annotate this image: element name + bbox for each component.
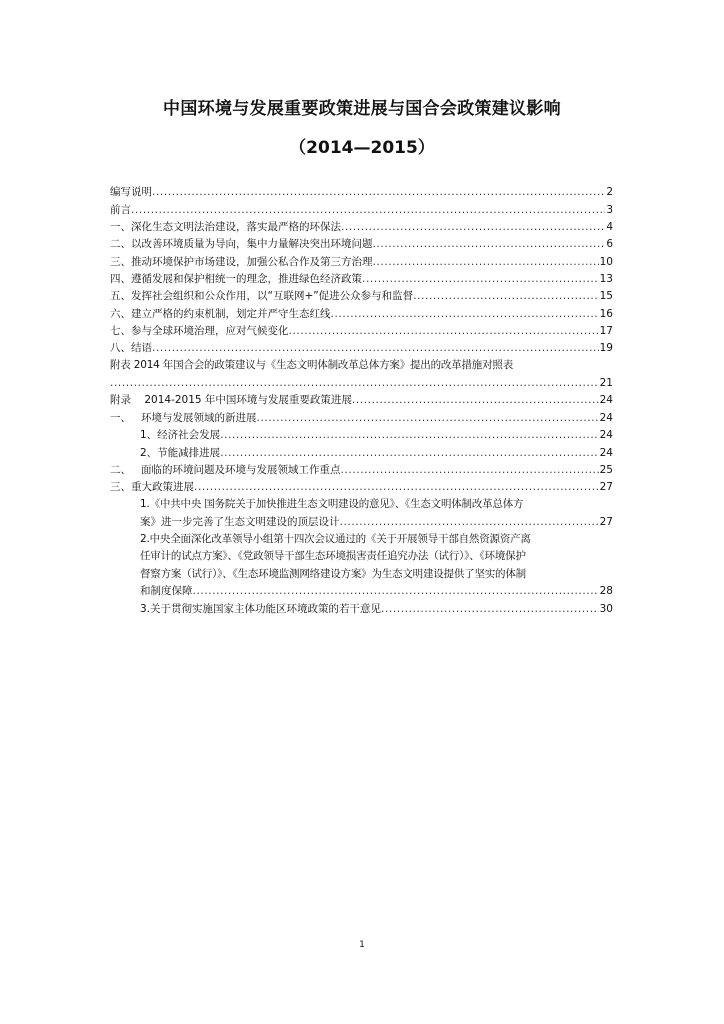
toc-leader-dots (257, 410, 599, 427)
toc-entry-page: 27 (599, 481, 613, 494)
toc-entry-preface[interactable] (110, 201, 613, 218)
toc-entry-page: 25 (599, 463, 613, 476)
toc-leader-dots (152, 184, 605, 201)
toc-entry-page: 24 (599, 411, 613, 424)
toc-entry-appendix-1-1[interactable] (110, 427, 613, 444)
toc-leader-dots (362, 271, 599, 288)
toc-entry-page: 28 (599, 585, 613, 598)
toc-entry-page: 10 (599, 255, 613, 268)
toc-entry-page: 30 (599, 602, 613, 615)
toc-entry-page: 27 (599, 515, 613, 528)
toc-entry-label: 三、重大政策进展 (110, 481, 194, 494)
toc-leader-dots (381, 601, 599, 618)
toc-entry-section-3[interactable] (110, 253, 613, 270)
toc-entry-appendix-section-1[interactable] (110, 409, 613, 426)
toc-entry-section-8[interactable] (110, 340, 613, 357)
toc-entry-section-1[interactable] (110, 219, 613, 236)
toc-entry-section-4[interactable] (110, 271, 613, 288)
toc-entry-label-cont: 任审计的试点方案》、《党政领导干部生态环境损害责任追究办法（试行）》、《环境保护 (140, 550, 526, 563)
toc-leader-dots (152, 340, 599, 357)
toc-leader-dots (289, 323, 599, 340)
toc-leader-dots (131, 202, 605, 219)
toc-entry-label-cont: 督察方案（试行）》、《生态环境监测网络建设方案》为生态文明建设提供了坚实的体制 (140, 567, 526, 580)
toc-entry-label: 编写说明 (110, 186, 152, 199)
toc-leader-dots (341, 219, 605, 236)
toc-entry-section-6[interactable] (110, 305, 613, 322)
toc-leader-dots (352, 392, 599, 409)
toc-entry-label: 1.《中共中央 国务院关于加快推进生态文明建设的意见》、《生态文明体制改革总体方 (140, 498, 524, 511)
toc-entry-label: 七、参与全球环境治理，应对气候变化 (110, 325, 289, 338)
document-title: 中国环境与发展重要政策进展与国合会政策建议影响 (163, 99, 561, 119)
toc-leader-dots (194, 479, 599, 496)
toc-entry-section-2[interactable] (110, 236, 613, 253)
toc-leader-dots (340, 514, 599, 531)
toc-leader-dots (341, 462, 599, 479)
toc-entry-page: 6 (606, 238, 613, 251)
toc-entry-label: 2.中央全面深化改革领导小组第十四次会议通过的《关于开展领导干部自然资源资产离 (140, 532, 531, 545)
toc-entry-page: 2 (606, 186, 613, 199)
toc-entry-page: 19 (599, 342, 613, 355)
toc-leader-dots (193, 583, 599, 600)
toc-leader-dots (220, 427, 598, 444)
toc-entry-label-cont: 和制度保障 (140, 585, 193, 598)
toc-entry-section-5[interactable] (110, 288, 613, 305)
toc-entry-page: 15 (599, 290, 613, 303)
toc-entry-label: 八、结语 (110, 342, 152, 355)
toc-entry-label: 前言 (110, 203, 131, 216)
toc-leader-dots (331, 306, 599, 323)
toc-entry-compilation-notes[interactable] (110, 184, 613, 201)
toc-entry-page: 16 (599, 307, 613, 320)
toc-entry-page: 3 (606, 203, 613, 216)
toc-entry-appendix-section-2[interactable] (110, 462, 613, 479)
toc-entry-appendix-3-1[interactable] (110, 496, 613, 531)
toc-entry-page: 24 (599, 446, 613, 459)
toc-entry-page: 17 (599, 325, 613, 338)
toc-entry-label: 二、 面临的环境问题及环境与发展领域工作重点 (110, 463, 341, 476)
toc-entry-page: 24 (599, 429, 613, 442)
toc-entry-label: 一、 环境与发展领域的新进展 (110, 411, 257, 424)
toc-entry-appendix-3-2[interactable] (110, 531, 613, 600)
toc-entry-page: 21 (599, 377, 613, 390)
toc-entry-appendix[interactable] (110, 392, 613, 409)
toc-entry-page: 13 (599, 273, 613, 286)
toc-leader-dots (373, 254, 599, 271)
toc-entry-page: 4 (606, 221, 613, 234)
document-subtitle: （2014—2015） (289, 138, 435, 158)
toc-entry-label: 二、以改善环境质量为导向，集中力量解决突出环境问题 (110, 238, 373, 251)
toc-entry-section-7[interactable] (110, 323, 613, 340)
toc-entry-label: 3.关于贯彻实施国家主体功能区环境政策的若干意见 (140, 602, 382, 615)
toc-entry-label: 1、经济社会发展 (140, 429, 221, 442)
toc-entry-appendix-3-3[interactable] (110, 600, 613, 617)
toc-entry-label: 附录 2014-2015 年中国环境与发展重要政策进展 (110, 394, 352, 407)
toc-entry-label-cont: 案》进一步完善了生态文明建设的顶层设计 (140, 515, 340, 528)
toc-entry-label: 一、深化生态文明法治建设，落实最严格的环保法 (110, 221, 341, 234)
toc-entry-label: 五、发挥社会组织和公众作用，以“互联网+”促进公众参与和监督 (110, 290, 414, 303)
toc-entry-appendix-section-3[interactable] (110, 479, 613, 496)
toc-leader-dots (110, 375, 599, 392)
toc-entry-label: 附表 2014 年国合会的政策建议与《生态文明体制改革总体方案》提出的改革措施对照表 (110, 359, 513, 372)
toc-entry-label: 四、遵循发展和保护相统一的理念，推进绿色经济政策 (110, 273, 362, 286)
toc-entry-label: 六、建立严格的约束机制，划定并严守生态红线 (110, 307, 331, 320)
toc-entry-page: 24 (599, 394, 613, 407)
page-number: 1 (359, 940, 365, 950)
toc-leader-dots (220, 445, 598, 462)
toc-entry-label: 2、节能减排进展 (140, 446, 221, 459)
table-of-contents (110, 184, 613, 618)
toc-entry-appendix-table[interactable] (110, 357, 613, 392)
toc-entry-label: 三、推动环境保护市场建设，加强公私合作及第三方治理 (110, 255, 373, 268)
toc-entry-appendix-1-2[interactable] (110, 444, 613, 461)
toc-leader-dots (373, 236, 606, 253)
toc-leader-dots (413, 288, 598, 305)
